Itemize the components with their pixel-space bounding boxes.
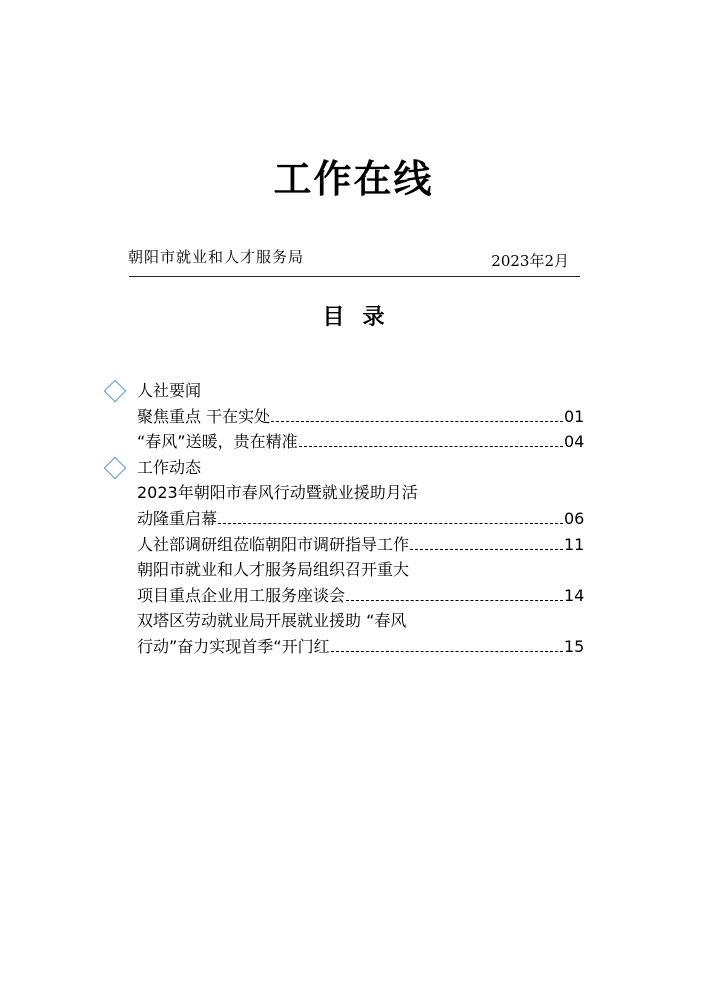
leader-dots [410, 549, 563, 550]
toc-entry-title: “春风”送暖，贵在精准 [137, 432, 298, 452]
toc-entry[interactable] [104, 404, 584, 430]
toc-entry-page: 11 [564, 534, 585, 554]
diamond-bullet-icon [104, 380, 127, 403]
toc-entry-page: 14 [564, 585, 585, 605]
toc-heading [0, 300, 707, 331]
toc-section-label: 人社要闻 [137, 381, 202, 400]
toc-entry-title-line[interactable]: 2023年朝阳市春风行动暨就业援助月活 [137, 483, 418, 503]
issuing-organization: 朝阳市就业和人才服务局 [128, 248, 305, 266]
toc-entry[interactable] [104, 506, 584, 532]
table-of-contents [104, 378, 584, 660]
toc-entry-title-line[interactable]: 双塔区劳动就业局开展就业援助 “春风 [137, 611, 407, 631]
issue-date: 2023年2月 [491, 252, 569, 270]
toc-entry-page: 04 [564, 432, 585, 452]
toc-entry-title-line[interactable]: 朝阳市就业和人才服务局组织召开重大 [137, 560, 410, 580]
toc-entry-title: 行动”奋力实现首季“开门红 [137, 636, 330, 656]
toc-section [104, 455, 584, 481]
toc-section [104, 378, 584, 404]
toc-entry-title: 聚焦重点 干在实处 [137, 406, 271, 426]
leader-dots [218, 523, 563, 524]
toc-entry-title: 项目重点企业用工服务座谈会 [137, 585, 346, 605]
leader-dots [346, 600, 563, 601]
leader-dots [271, 421, 563, 422]
toc-entry[interactable] [104, 532, 584, 558]
newsletter-title: 工作在线 [273, 157, 434, 201]
toc-entry[interactable] [104, 634, 584, 660]
toc-entry[interactable] [104, 583, 584, 609]
toc-entry-page: 15 [564, 636, 585, 656]
toc-entry[interactable] [104, 429, 584, 455]
leader-dots [299, 446, 563, 447]
toc-entry-page: 01 [564, 406, 585, 426]
toc-heading-char: 录 [362, 305, 385, 330]
toc-section-label: 工作动态 [137, 457, 202, 477]
toc-heading-char: 目 [322, 305, 345, 330]
leader-dots [331, 651, 563, 652]
toc-entry-page: 06 [564, 508, 585, 528]
diamond-bullet-icon [104, 456, 127, 479]
toc-entry-title: 动隆重启幕 [137, 508, 218, 528]
toc-entry-title: 人社部调研组莅临朝阳市调研指导工作 [137, 534, 410, 554]
header-divider [129, 276, 580, 277]
